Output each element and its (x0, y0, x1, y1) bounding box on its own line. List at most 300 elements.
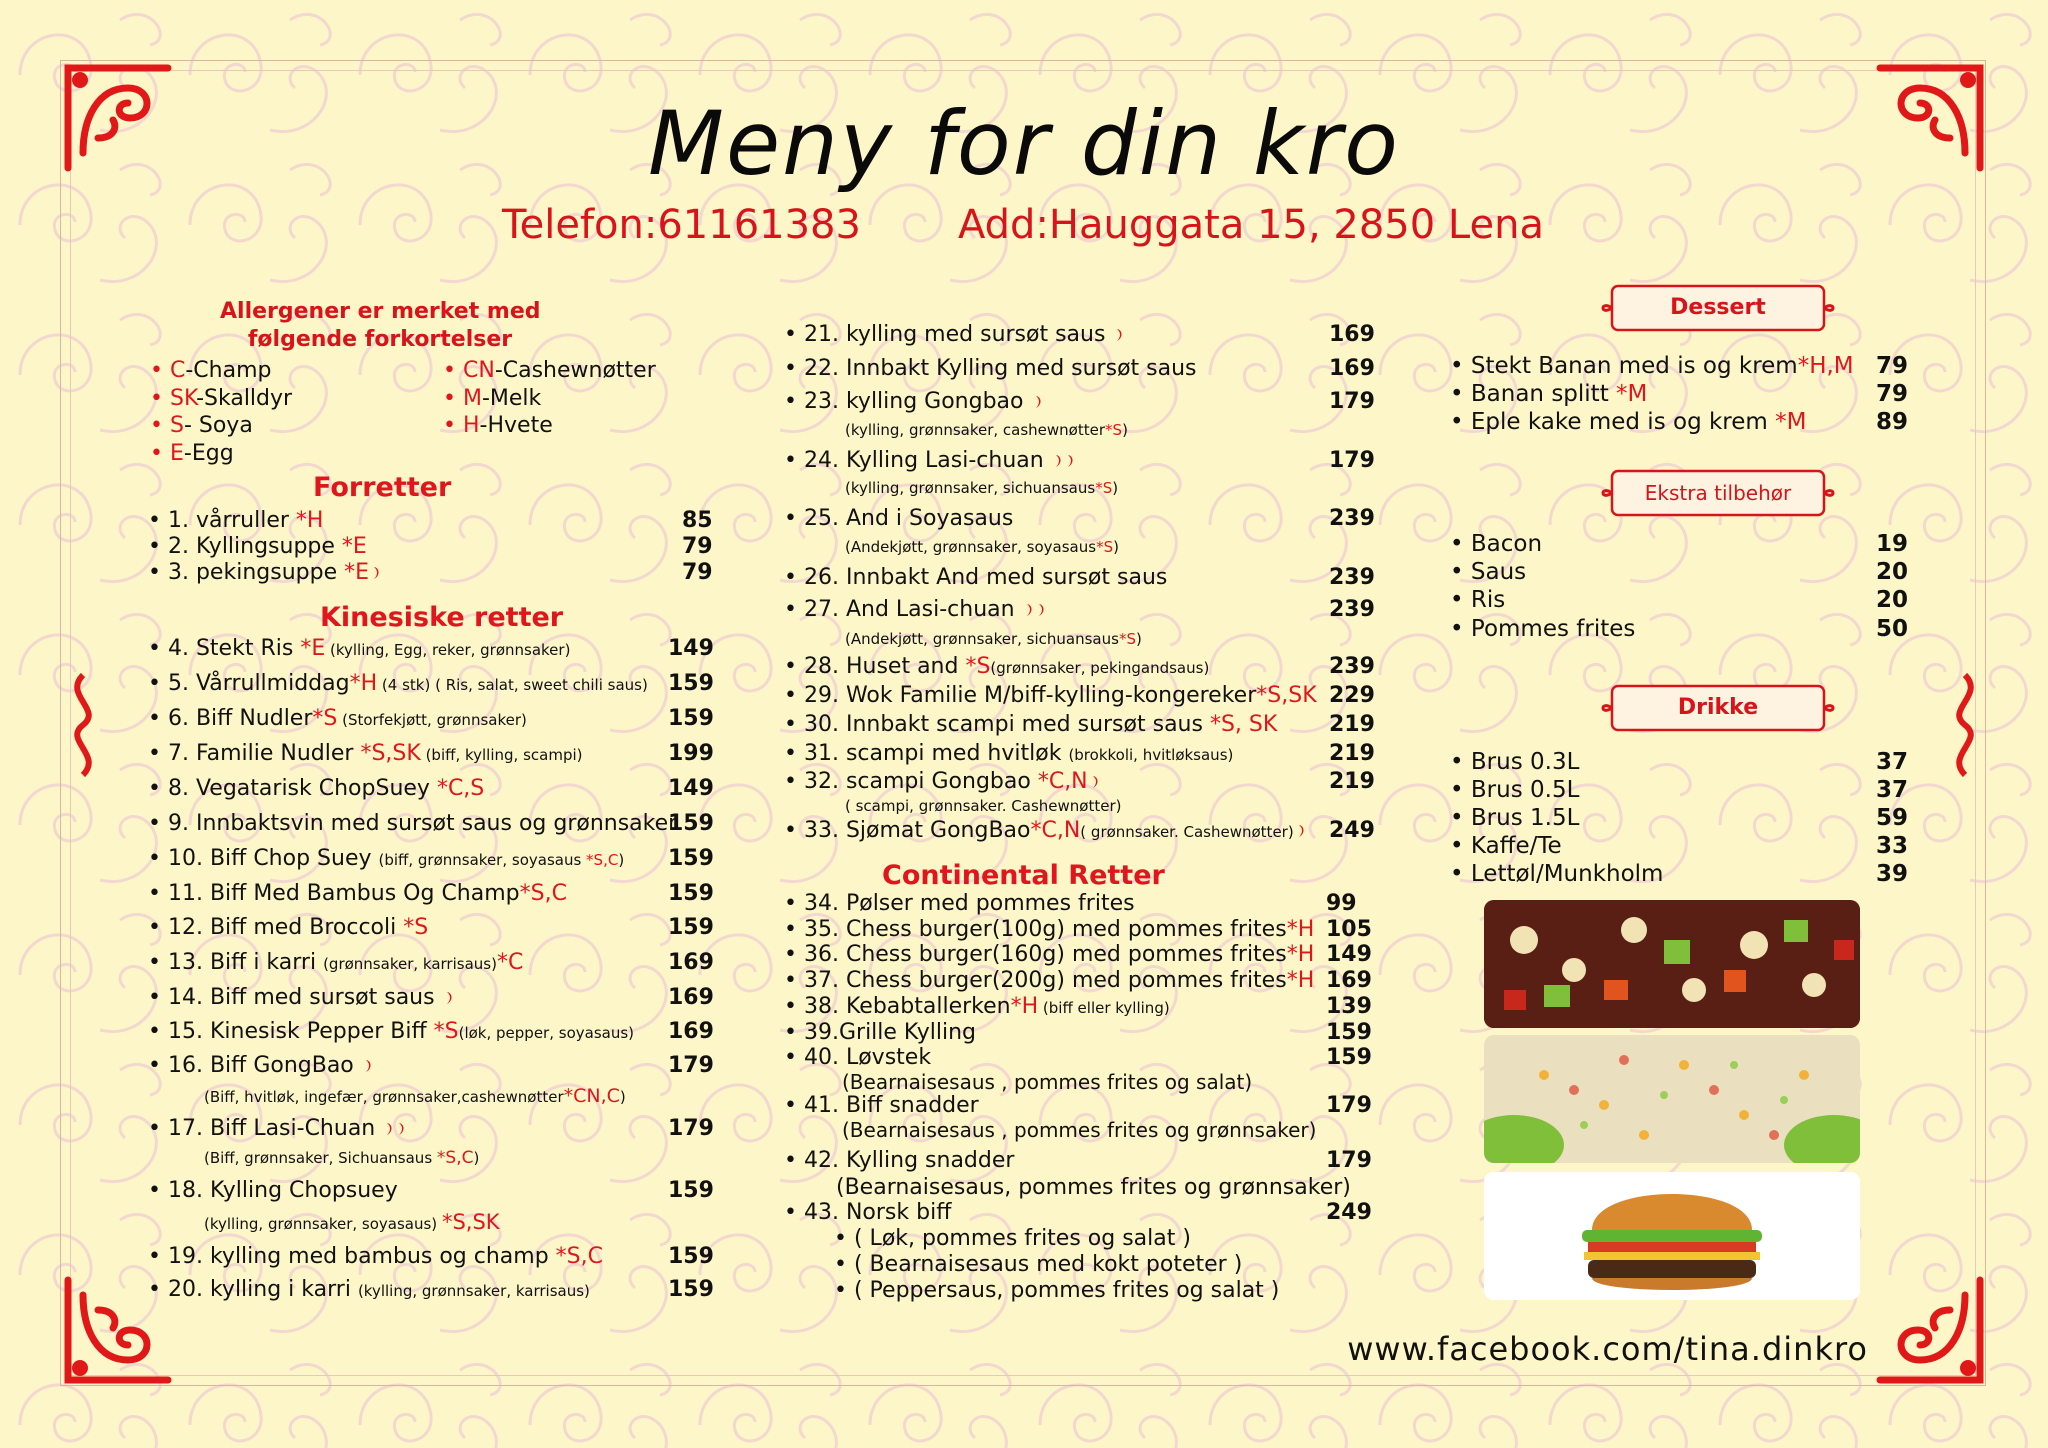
menu-item (148, 1277, 590, 1304)
allergen-tag: *M (1775, 409, 1807, 435)
bullet: • (784, 448, 804, 473)
bullet: • (148, 560, 168, 585)
dish-40-description: (Bearnaisesaus , pommes frites og salat) (842, 1070, 1253, 1094)
dish-16-description: (Biff, hvitløk, ingefær, grønnsaker,cashewnøtter*CN,C) (204, 1085, 626, 1107)
bullet: • (784, 356, 804, 381)
dish-name: 42. Kylling snadder (803, 1148, 1015, 1173)
dish-name: 20. kylling i karri (167, 1277, 358, 1302)
bullet: • (148, 1244, 168, 1269)
dish-name: 11. Biff Med Bambus Og Champ (167, 881, 520, 906)
side-ornament-right (1940, 670, 1990, 780)
menu-item (784, 683, 1317, 709)
item-name: Ris (1470, 587, 1506, 613)
allergen-code: M (462, 385, 482, 411)
menu-item (1450, 749, 1579, 775)
bullet: • (784, 1020, 804, 1045)
menu-item (1450, 777, 1579, 803)
dish-27-description: (Andekjøtt, grønnsaker, sichuansaus*S) (845, 630, 1142, 648)
allergen-title-line2: følgende forkortelser (247, 327, 513, 352)
allergen-tag: *H (1286, 917, 1315, 942)
heading-ekstra-tilbehor: Ekstra tilbehør (1644, 481, 1792, 505)
phone-number: Telefon:61161383 (502, 202, 861, 248)
menu-item (148, 811, 677, 837)
allergen-name: -Hvete (479, 413, 553, 438)
chili-icon (397, 1122, 406, 1136)
menu-item-price: 139 (1326, 994, 1372, 1019)
menu-item-price: 169 (1329, 356, 1375, 381)
menu-item-price: 159 (668, 1178, 714, 1203)
allergen-tag: *E (300, 636, 326, 661)
dish-description: (kylling, grønnsaker, karrisaus) (357, 1282, 590, 1300)
allergen-name: -Champ (185, 358, 272, 383)
menu-item-price: 239 (1329, 654, 1375, 679)
menu-item (784, 1020, 976, 1046)
menu-item-price: 79 (682, 560, 713, 585)
menu-item-price: 179 (1326, 1148, 1372, 1173)
menu-item (1450, 861, 1663, 887)
dish-description-end: ) (1203, 659, 1210, 677)
dish-23-description: (kylling, grønnsaker, cashewnøtter*S) (845, 421, 1128, 439)
menu-item (784, 322, 1124, 348)
menu-item (1450, 616, 1635, 642)
menu-item (1450, 381, 1647, 407)
chili-icon (1115, 328, 1124, 342)
dish-name: 14. Biff med sursøt saus (167, 985, 442, 1010)
item-name: Kaffe/Te (1470, 833, 1562, 859)
dish-description: (løk, pepper, soyasaus) (458, 1024, 634, 1042)
side-ornament-left (58, 670, 108, 780)
menu-item (1450, 559, 1526, 585)
menu-item (148, 508, 323, 534)
bullet: • (443, 413, 463, 438)
dish-name: 15. Kinesisk Pepper Biff (167, 1019, 434, 1044)
bullet: • (784, 1045, 804, 1070)
allergen-item (443, 413, 553, 439)
dish-description: (biff, grønnsaker, soyasaus (378, 851, 587, 869)
chili-icon (385, 1122, 394, 1136)
allergen-code: S (169, 413, 184, 438)
menu-item (784, 891, 1135, 917)
menu-item (784, 1093, 979, 1119)
menu-item (148, 1178, 398, 1204)
allergen-tag: *H,M (1797, 353, 1854, 379)
bullet: • (148, 1116, 168, 1141)
allergen-tag: *C,S (436, 776, 485, 801)
allergen-tag: *H (1286, 968, 1315, 993)
bullet: • (784, 683, 804, 708)
bullet: • (834, 1226, 854, 1251)
menu-item-price: 37 (1876, 749, 1909, 775)
dish-description: (Storfekjøtt, grønnsaker) (337, 711, 527, 729)
dish-description: (4 stk) ( Ris, salat, sweet chili saus) (377, 676, 648, 694)
bullet: • (784, 917, 804, 942)
chili-icon (445, 991, 454, 1005)
bullet: • (784, 994, 804, 1019)
allergen-tag: *S, SK (1209, 712, 1278, 737)
menu-item (784, 994, 1170, 1021)
dish-name: 22. Innbakt Kylling med sursøt saus (803, 356, 1197, 381)
menu-item-price: 159 (668, 671, 714, 696)
menu-item (1450, 805, 1579, 831)
menu-item-price: 20 (1876, 587, 1909, 613)
dish-description: ( grønnsaker. Cashewnøtter) (1080, 823, 1294, 841)
chili-icon (1066, 454, 1075, 468)
menu-item (148, 846, 624, 873)
menu-item (784, 1148, 1014, 1174)
menu-item (784, 942, 1314, 968)
dish-name: 18. Kylling Chopsuey (167, 1178, 398, 1203)
allergen-title (220, 298, 540, 354)
menu-item-price: 199 (668, 741, 714, 766)
bullet: • (784, 1200, 804, 1225)
menu-item-price: 169 (1326, 968, 1372, 993)
allergen-name: -Melk (481, 385, 542, 411)
menu-item-price: 20 (1876, 559, 1909, 585)
bullet: • (1450, 749, 1471, 775)
item-name: Brus 1.5L (1470, 805, 1580, 831)
dish-name: 40. Løvstek (803, 1045, 932, 1070)
allergen-tag: *H (1010, 994, 1039, 1019)
menu-item (784, 597, 1046, 623)
bullet: • (784, 1093, 804, 1118)
dish-description: (grønnsaker, pekingandsaus (990, 659, 1204, 677)
menu-item (784, 565, 1167, 591)
menu-item (784, 389, 1043, 415)
allergen-tag: *S (312, 706, 338, 731)
menu-item (148, 881, 567, 907)
dish-name: 25. And i Soyasaus (803, 506, 1014, 531)
bullet: • (148, 508, 168, 533)
bullet: • (784, 891, 804, 916)
menu-item-price: 179 (668, 1116, 714, 1141)
menu-item (148, 534, 367, 560)
menu-item (148, 706, 527, 733)
bullet: • (784, 565, 804, 590)
dish-name: 29. Wok Familie M/biff-kylling-kongereker (803, 683, 1257, 708)
menu-item-price: 219 (1329, 712, 1375, 737)
allergen-tag: *M (1616, 381, 1648, 407)
dish-43-option (834, 1226, 1191, 1252)
chili-icon (364, 1059, 373, 1073)
menu-item (148, 741, 582, 768)
allergen-item (150, 386, 292, 412)
dish-name: 30. Innbakt scampi med sursøt saus (803, 712, 1210, 737)
item-name: Stekt Banan med is og krem (1470, 353, 1798, 379)
menu-item (148, 1053, 373, 1079)
allergen-tag: *S,C (555, 1244, 603, 1269)
item-name: Lettøl/Munkholm (1470, 861, 1664, 887)
dish-name: 8. Vegatarisk ChopSuey (167, 776, 437, 801)
menu-item (784, 741, 1233, 768)
dish-name: 1. vårruller (167, 508, 296, 533)
option-text: ( Løk, pommes frites og salat ) (853, 1226, 1191, 1251)
heading-forretter: Forretter (313, 472, 452, 503)
dish-name: 21. kylling med sursøt saus (803, 322, 1113, 347)
menu-item (784, 448, 1075, 474)
dish-name: 32. scampi Gongbao (803, 769, 1038, 794)
menu-item (148, 985, 454, 1011)
allergen-tag: *S (433, 1019, 459, 1044)
chili-icon (1025, 603, 1034, 617)
dish-name: 19. kylling med bambus og champ (167, 1244, 556, 1269)
allergen-tag: *E (344, 560, 369, 585)
option-text: ( Peppersaus, pommes frites og salat ) (853, 1278, 1280, 1303)
menu-item (148, 560, 381, 586)
allergen-name: -Egg (183, 440, 234, 466)
menu-item (148, 776, 484, 802)
dish-description: (kylling, Egg, reker, grønnsaker) (325, 641, 571, 659)
menu-item-price: 179 (1329, 448, 1375, 473)
menu-item (784, 1045, 931, 1071)
photo-burger (1484, 1172, 1860, 1300)
heading-dessert: Dessert (1670, 295, 1766, 320)
menu-item-price: 37 (1876, 777, 1909, 803)
menu-item (784, 917, 1314, 943)
menu-item (148, 1019, 634, 1046)
address: Add:Hauggata 15, 2850 Lena (958, 202, 1544, 248)
bullet: • (443, 385, 463, 411)
allergen-tag: *E (341, 534, 367, 559)
photo-gongbao-dish (1484, 900, 1860, 1028)
item-name: Brus 0.3L (1470, 749, 1580, 775)
menu-item-price: 33 (1876, 833, 1909, 859)
menu-item-price: 79 (682, 534, 713, 559)
menu-item (784, 356, 1197, 382)
bullet: • (1450, 861, 1471, 887)
dish-name: 9. Innbaktsvin med sursøt saus og grønnsaker (167, 811, 678, 836)
bullet: • (1450, 616, 1471, 642)
allergen-tag: *S (403, 915, 429, 940)
heading-continental-retter: Continental Retter (882, 860, 1165, 891)
dish-name: 3. pekingsuppe (167, 560, 345, 585)
dish-25-description: (Andekjøtt, grønnsaker, soyasaus*S) (845, 538, 1119, 556)
bullet: • (1450, 409, 1471, 435)
item-name: Saus (1470, 559, 1527, 585)
dish-43-option (834, 1252, 1242, 1278)
allergen-tag: *C (496, 950, 524, 975)
allergen-tag: *S (965, 654, 991, 679)
dish-name: 10. Biff Chop Suey (167, 846, 379, 871)
menu-item (1450, 353, 1854, 379)
menu-item (784, 712, 1277, 738)
bullet: • (148, 706, 168, 731)
dish-name: 23. kylling Gongbao (803, 389, 1031, 414)
menu-item-price: 249 (1329, 818, 1375, 843)
chili-icon (1037, 603, 1046, 617)
dish-name: 34. Pølser med pommes frites (803, 891, 1135, 916)
bullet: • (784, 1148, 804, 1173)
dish-name: 36. Chess burger(160g) med pommes frites (803, 942, 1287, 967)
bullet: • (1450, 531, 1471, 557)
chili-icon (1054, 454, 1063, 468)
menu-item-price: 159 (1326, 1045, 1372, 1070)
dish-description: (brokkoli, hvitløksaus) (1068, 746, 1234, 764)
bullet: • (784, 389, 804, 414)
bullet: • (784, 506, 804, 531)
allergen-item (443, 358, 656, 384)
chili-icon (1297, 824, 1306, 838)
menu-item (784, 654, 1209, 681)
bullet: • (148, 671, 168, 696)
facebook-link[interactable]: www.facebook.com/tina.dinkro (1347, 1330, 1868, 1368)
bullet: • (148, 881, 168, 906)
dish-32-description: ( scampi, grønnsaker. Cashewnøtter) (845, 797, 1122, 815)
dish-name: 16. Biff GongBao (167, 1053, 361, 1078)
menu-item-price: 39 (1876, 861, 1909, 887)
bullet: • (1450, 587, 1471, 613)
menu-item-price: 85 (682, 508, 713, 533)
menu-item (784, 769, 1100, 795)
bullet: • (148, 534, 168, 559)
menu-item-price: 99 (1326, 891, 1357, 916)
bullet: • (148, 985, 168, 1010)
bullet: • (148, 1053, 168, 1078)
allergen-tag: *H (295, 508, 324, 533)
dish-name: 31. scampi med hvitløk (803, 741, 1069, 766)
bullet: • (784, 818, 804, 843)
menu-item (148, 1244, 603, 1270)
bullet: • (148, 811, 168, 836)
menu-item (1450, 531, 1542, 557)
allergen-tag: *S,C (586, 851, 619, 869)
dish-name: 6. Biff Nudler (167, 706, 313, 731)
bullet: • (834, 1252, 854, 1277)
menu-item (784, 506, 1013, 532)
dish-name: 13. Biff i karri (167, 950, 324, 975)
menu-item-price: 89 (1876, 409, 1909, 435)
dish-name: 43. Norsk biff (803, 1200, 952, 1225)
bullet: • (150, 413, 170, 438)
allergen-tag: *C,N (1030, 818, 1081, 843)
menu-item-price: 159 (668, 811, 714, 836)
allergen-code: H (462, 413, 480, 438)
menu-item (1450, 833, 1562, 859)
bullet: • (834, 1278, 854, 1303)
menu-item-price: 149 (668, 636, 714, 661)
menu-item-price: 219 (1329, 769, 1375, 794)
corner-ornament-bottom-right (1870, 1270, 1990, 1390)
dish-name: 39.Grille Kylling (803, 1020, 977, 1045)
menu-item (148, 1116, 406, 1142)
chili-icon (1091, 775, 1100, 789)
bullet: • (148, 776, 168, 801)
bullet: • (148, 1178, 168, 1203)
allergen-tag: *S,SK (360, 741, 421, 766)
dish-18-description: (kylling, grønnsaker, soyasaus) *S,SK (204, 1210, 500, 1234)
menu-item-price: 169 (668, 1019, 714, 1044)
dish-name: 28. Huset and (803, 654, 966, 679)
allergen-title-line1: Allergener er merket med (220, 299, 541, 324)
item-name: Bacon (1470, 531, 1543, 557)
bullet: • (784, 597, 804, 622)
menu-item-price: 149 (668, 776, 714, 801)
dish-name: 2. Kyllingsuppe (167, 534, 342, 559)
menu-item-price: 219 (1329, 741, 1375, 766)
item-name: Banan splitt (1470, 381, 1617, 407)
dish-name: 26. Innbakt And med sursøt saus (803, 565, 1168, 590)
dish-description-end: ) (618, 851, 625, 869)
bullet: • (1450, 805, 1471, 831)
menu-item-price: 249 (1326, 1200, 1372, 1225)
menu-item (784, 818, 1306, 845)
bullet: • (148, 846, 168, 871)
allergen-tag: *S,C (519, 881, 567, 906)
option-text: ( Bearnaisesaus med kokt poteter ) (853, 1252, 1243, 1277)
bullet: • (1450, 381, 1471, 407)
menu-item-price: 105 (1326, 917, 1372, 942)
allergen-item (150, 413, 253, 439)
bullet: • (784, 654, 804, 679)
dish-42-description: (Bearnaisesaus, pommes frites og grønnsaker) (836, 1175, 1351, 1200)
allergen-code: SK (169, 385, 197, 411)
menu-item-price: 159 (668, 1277, 714, 1302)
bullet: • (148, 915, 168, 940)
dish-name: 37. Chess burger(200g) med pommes frites (803, 968, 1287, 993)
dish-name: 5. Vårrullmiddag (167, 671, 350, 696)
dish-name: 24. Kylling Lasi-chuan (803, 448, 1051, 473)
dish-name: 33. Sjømat GongBao (803, 818, 1031, 843)
menu-item-price: 169 (668, 985, 714, 1010)
bullet: • (784, 942, 804, 967)
item-name: Brus 0.5L (1470, 777, 1580, 803)
menu-item (1450, 409, 1806, 435)
menu-item (148, 950, 523, 977)
menu-item-price: 239 (1329, 565, 1375, 590)
bullet: • (150, 358, 170, 383)
bullet: • (784, 741, 804, 766)
bullet: • (1450, 833, 1471, 859)
menu-item-price: 159 (668, 881, 714, 906)
menu-item-price: 59 (1876, 805, 1909, 831)
menu-item-price: 50 (1876, 616, 1909, 642)
allergen-tag: *C,N (1037, 769, 1088, 794)
bullet: • (150, 440, 170, 466)
dish-43-option (834, 1278, 1279, 1304)
dish-name: 12. Biff med Broccoli (167, 915, 404, 940)
menu-item-price: 79 (1876, 353, 1909, 379)
item-name: Pommes frites (1470, 616, 1636, 642)
menu-item-price: 149 (1326, 942, 1372, 967)
menu-item (148, 671, 648, 698)
dish-name: 27. And Lasi-chuan (803, 597, 1022, 622)
menu-item-price: 179 (1329, 389, 1375, 414)
menu-item-price: 179 (1326, 1093, 1372, 1118)
bullet: • (443, 358, 463, 383)
bullet: • (784, 322, 804, 347)
menu-item (1450, 587, 1505, 613)
heading-kinesiske-retter: Kinesiske retter (320, 602, 564, 633)
menu-item-price: 159 (1326, 1020, 1372, 1045)
bullet: • (148, 1277, 168, 1302)
bullet: • (784, 968, 804, 993)
allergen-name: -Cashewnøtter (494, 358, 656, 383)
menu-item (148, 636, 570, 663)
menu-item-price: 239 (1329, 597, 1375, 622)
allergen-tag: *H (349, 671, 378, 696)
dish-name: 4. Stekt Ris (167, 636, 301, 661)
menu-item (148, 915, 428, 941)
allergen-code: E (169, 440, 184, 466)
menu-item (784, 1200, 951, 1226)
heading-drikke: Drikke (1677, 695, 1759, 720)
allergen-code: C (169, 358, 186, 383)
photo-fried-rice (1484, 1035, 1860, 1163)
dish-name: 7. Familie Nudler (167, 741, 361, 766)
menu-item-price: 159 (668, 706, 714, 731)
allergen-code: CN (462, 358, 495, 383)
bullet: • (148, 950, 168, 975)
menu-item-price: 239 (1329, 506, 1375, 531)
